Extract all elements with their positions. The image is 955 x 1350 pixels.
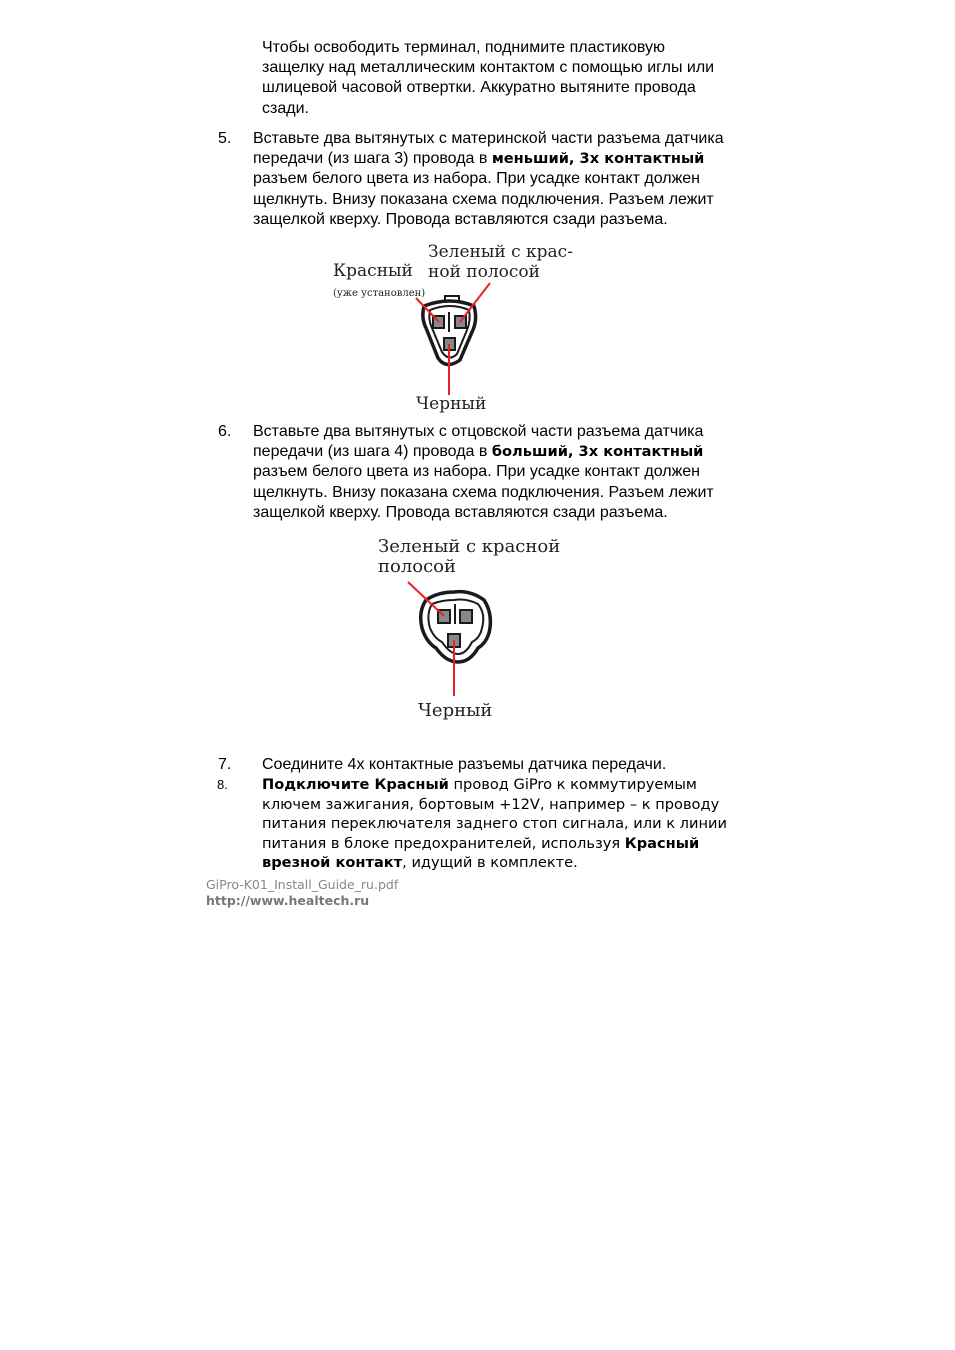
step-6-text	[253, 422, 714, 523]
step-8-text-run: питания в блоке предохранителей, используя	[262, 834, 625, 852]
label-green-line2: ной полосой	[428, 262, 540, 282]
pin-right	[460, 610, 472, 623]
intro-line: защелку над металлическим контактом с помощью иглы или	[262, 59, 715, 77]
step-6-line: Вставьте два вытянутых с отцовской части разъема датчика	[253, 423, 704, 440]
label-green-line1: Зеленый с красной	[378, 536, 561, 557]
connector-diagram-small	[320, 236, 590, 416]
step-6-number: 6.	[218, 423, 232, 440]
label-green-line2: полосой	[378, 556, 457, 577]
step-8-line	[262, 853, 727, 873]
label-black: Черный	[418, 700, 493, 721]
step-5-line: Вставьте два вытянутых с материнской части разъема датчика	[253, 130, 724, 147]
intro-line: сзади.	[262, 99, 309, 117]
step-8-line	[262, 834, 727, 854]
step-8-line: питания переключателя заднего стоп сигнала, или к линии	[262, 815, 727, 832]
step-8-number: 8.	[217, 777, 228, 792]
step-8-text	[262, 775, 727, 873]
step-7-text: Соедините 4х контактные разъемы датчика передачи.	[262, 756, 667, 773]
step-6-text-run: передачи (из шага 4) провода в	[253, 443, 492, 461]
step-6-bold-text: больший, 3х контактный	[491, 443, 704, 461]
step-5-text	[253, 129, 724, 230]
step-5-line: разъем белого цвета из набора. При усадке контакт должен	[253, 170, 701, 188]
intro-paragraph	[262, 38, 714, 119]
step-7-number: 7.	[218, 756, 232, 773]
step-6-line	[253, 442, 714, 462]
step-5-bold-text: меньший, 3х контактный	[491, 150, 705, 168]
connector-body	[421, 592, 491, 662]
intro-line: шлицевой часовой отвертки. Аккуратно вытяните провода	[262, 79, 696, 97]
step-8-bold-text: врезной контакт	[262, 854, 403, 871]
step-6-line: защелкой кверху. Провода вставляются сзади разъема.	[253, 503, 668, 521]
step-5-text-run: передачи (из шага 3) провода в	[253, 150, 492, 168]
label-red: Красный	[333, 261, 413, 281]
step-8-text-run: провод GiPro к коммутируемым	[448, 776, 697, 793]
footer-url[interactable]: http://www.healtech.ru	[206, 893, 370, 908]
footer-filename: GiPro-K01_Install_Guide_ru.pdf	[206, 877, 399, 892]
connector-diagram-large	[360, 530, 580, 730]
step-6-line: щелкнуть. Внизу показана схема подключения. Разъем лежит	[253, 483, 714, 501]
step-6-line: разъем белого цвета из набора. При усадке контакт должен	[253, 463, 701, 481]
step-8-line: ключем зажигания, бортовым +12V, например – к проводу	[262, 795, 720, 813]
step-8-bold-text: Красный	[624, 834, 700, 852]
label-red-note: (уже установлен)	[333, 288, 426, 299]
step-8-text-run: , идущий в комплекте.	[402, 854, 578, 871]
label-black: Черный	[416, 394, 487, 414]
step-8-bold-text: Подключите Красный	[262, 776, 449, 793]
step-8-line	[262, 775, 727, 795]
label-green-line1: Зеленый с крас-	[428, 242, 573, 262]
step-5-number: 5.	[218, 130, 232, 147]
step-5-line: щелкнуть. Внизу показана схема подключения. Разъем лежит	[253, 190, 714, 208]
step-5-line	[253, 149, 724, 169]
step-5-line: защелкой кверху. Провода вставляются сзади разъема.	[253, 210, 668, 228]
intro-line: Чтобы освободить терминал, поднимите пластиковую	[262, 39, 666, 56]
